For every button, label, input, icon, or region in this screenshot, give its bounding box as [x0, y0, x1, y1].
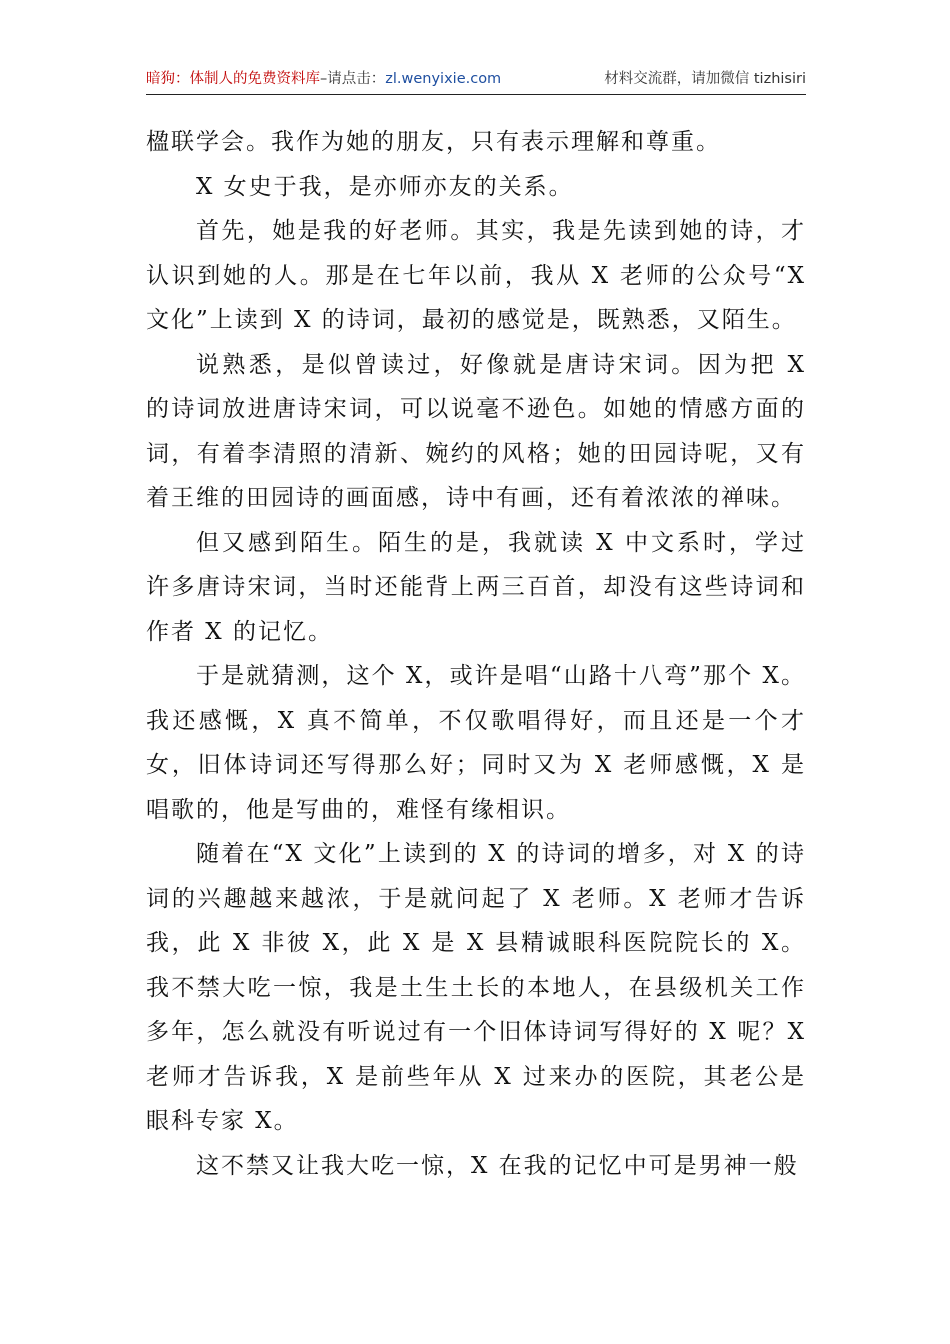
paragraph: 说熟悉，是似曾读过，好像就是唐诗宋词。因为把 X 的诗词放进唐诗宋词，可以说毫不逊色。如她的情感方面的词，有着李清照的清新、婉约的风格；她的田园诗呢，又有着王维的田园诗的画面感，诗中有画，还有着浓浓的禅味。 [146, 351, 806, 511]
paragraph: 楹联学会。我作为她的朋友，只有表示理解和尊重。 [146, 129, 721, 155]
paragraph: 这不禁又让我大吃一惊，X 在我的记忆中可是男神一般 [196, 1152, 799, 1179]
paragraph: 首先，她是我的好老师。其实，我是先读到她的诗，才认识到她的人。那是在七年以前，我从 X 老师的公众号“X 文化”上读到 X 的诗词，最初的感觉是，既熟悉，又陌生。 [146, 218, 806, 333]
header-url-link[interactable]: zl.wenyixie.com [385, 71, 502, 87]
header-divider [146, 94, 806, 95]
header-wechat-note: 材料交流群，请加微信 tizhisiri [604, 71, 806, 87]
paragraph: 于是就猜测，这个 X，或许是唱“山路十八弯”那个 X。我还感慨，X 真不简单，不仅歌唱得好，而且还是一个才女，旧体诗词还写得那么好；同时又为 X 老师感慨，X 是唱歌的，他是写曲的，难怪有缘相识。 [146, 663, 806, 823]
paragraph: 随着在“X 文化”上读到的 X 的诗词的增多，对 X 的诗词的兴趣越来越浓，于是就问起了 X 老师。X 老师才告诉我，此 X 非彼 X，此 X 是 X 县精诚眼科医院院长的 X。我不禁大吃一惊，我是土生土长的本地人，在县级机关工作多年，怎么就没有听说过有一个旧体诗词写得好的 X 呢？X 老师才告诉我，X 是前些年从 X 过来办的医院，其老公是眼科专家 X。 [146, 841, 806, 1134]
header-click-prompt: –请点击： [320, 71, 386, 87]
header-site-label: 暗狗：体制人的免费资料库 [146, 71, 320, 87]
article-body [146, 120, 806, 1188]
page-header [146, 66, 806, 92]
paragraph: X 女史于我，是亦师亦友的关系。 [196, 173, 574, 200]
paragraph: 但又感到陌生。陌生的是，我就读 X 中文系时，学过许多唐诗宋词，当时还能背上两三百首，却没有这些诗词和作者 X 的记忆。 [146, 529, 806, 645]
